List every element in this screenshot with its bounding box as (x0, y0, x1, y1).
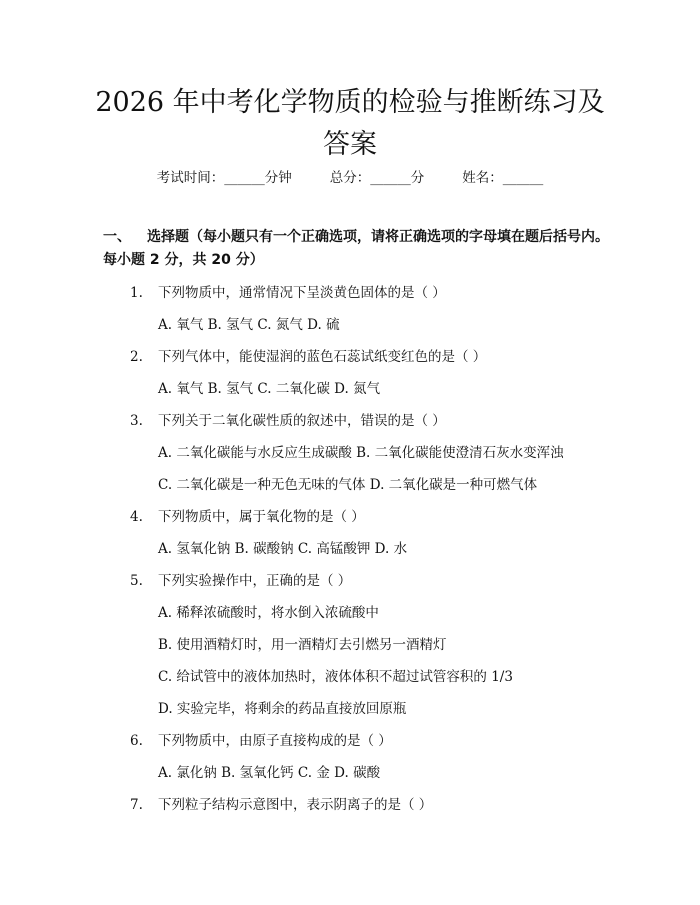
question-text: 下列气体中，能使湿润的蓝色石蕊试纸变红色的是（ ） (158, 349, 487, 365)
question-1-options: A. 氧气 B. 氢气 C. 氮气 D. 硫 (158, 317, 340, 333)
question-3-options-ab: A. 二氧化碳能与水反应生成碳酸 B. 二氧化碳能使澄清石灰水变浑浊 (158, 445, 564, 461)
total-score-field: 总分：______分 (329, 170, 425, 186)
section-number: 一、 (103, 229, 131, 245)
question-4 (130, 507, 365, 527)
question-5-option-d: D. 实验完毕，将剩余的药品直接放回原瓶 (158, 701, 407, 717)
section-instructions: 选择题（每小题只有一个正确选项，请将正确选项的字母填在题后括号内。每小题 2 分，共 20 分） (103, 229, 609, 268)
question-5-option-a: A. 稀释浓硫酸时，将水倒入浓硫酸中 (158, 605, 379, 621)
question-text: 下列物质中，由原子直接构成的是（ ） (158, 733, 392, 749)
question-2 (130, 347, 486, 367)
question-4-options: A. 氢氧化钠 B. 碳酸钠 C. 高锰酸钾 D. 水 (158, 541, 408, 557)
question-text: 下列关于二氧化碳性质的叙述中，错误的是（ ） (158, 413, 446, 429)
question-6 (130, 731, 392, 751)
question-text: 下列物质中，通常情况下呈淡黄色固体的是（ ） (158, 285, 446, 301)
question-5 (130, 571, 351, 591)
question-text: 下列粒子结构示意图中，表示阴离子的是（ ） (158, 797, 433, 813)
question-3 (130, 411, 446, 431)
question-number: 2. (130, 349, 143, 365)
question-number: 1. (130, 285, 143, 301)
question-1 (130, 283, 446, 303)
question-text: 下列物质中，属于氧化物的是（ ） (158, 509, 365, 525)
section-heading (103, 226, 613, 272)
page-title: 2026 年中考化学物质的检验与推断练习及答案 (95, 87, 605, 160)
question-3-options-cd: C. 二氧化碳是一种无色无味的气体 D. 二氧化碳是一种可燃气体 (158, 477, 538, 493)
question-number: 3. (130, 413, 143, 429)
question-5-option-b: B. 使用酒精灯时，用一酒精灯去引燃另一酒精灯 (158, 637, 447, 653)
student-name-field: 姓名：______ (462, 170, 544, 186)
question-number: 4. (130, 509, 143, 525)
question-number: 5. (130, 573, 143, 589)
question-number: 7. (130, 797, 143, 813)
exam-time-field: 考试时间：______分钟 (156, 170, 292, 186)
question-7 (130, 795, 432, 815)
question-6-options: A. 氯化钠 B. 氢氧化钙 C. 金 D. 碳酸 (158, 765, 381, 781)
question-5-option-c: C. 给试管中的液体加热时，液体体积不超过试管容积的 1/3 (158, 669, 513, 685)
question-number: 6. (130, 733, 143, 749)
question-2-options: A. 氧气 B. 氢气 C. 二氧化碳 D. 氮气 (158, 381, 381, 397)
exam-info-line (0, 168, 700, 188)
question-text: 下列实验操作中，正确的是（ ） (158, 573, 352, 589)
